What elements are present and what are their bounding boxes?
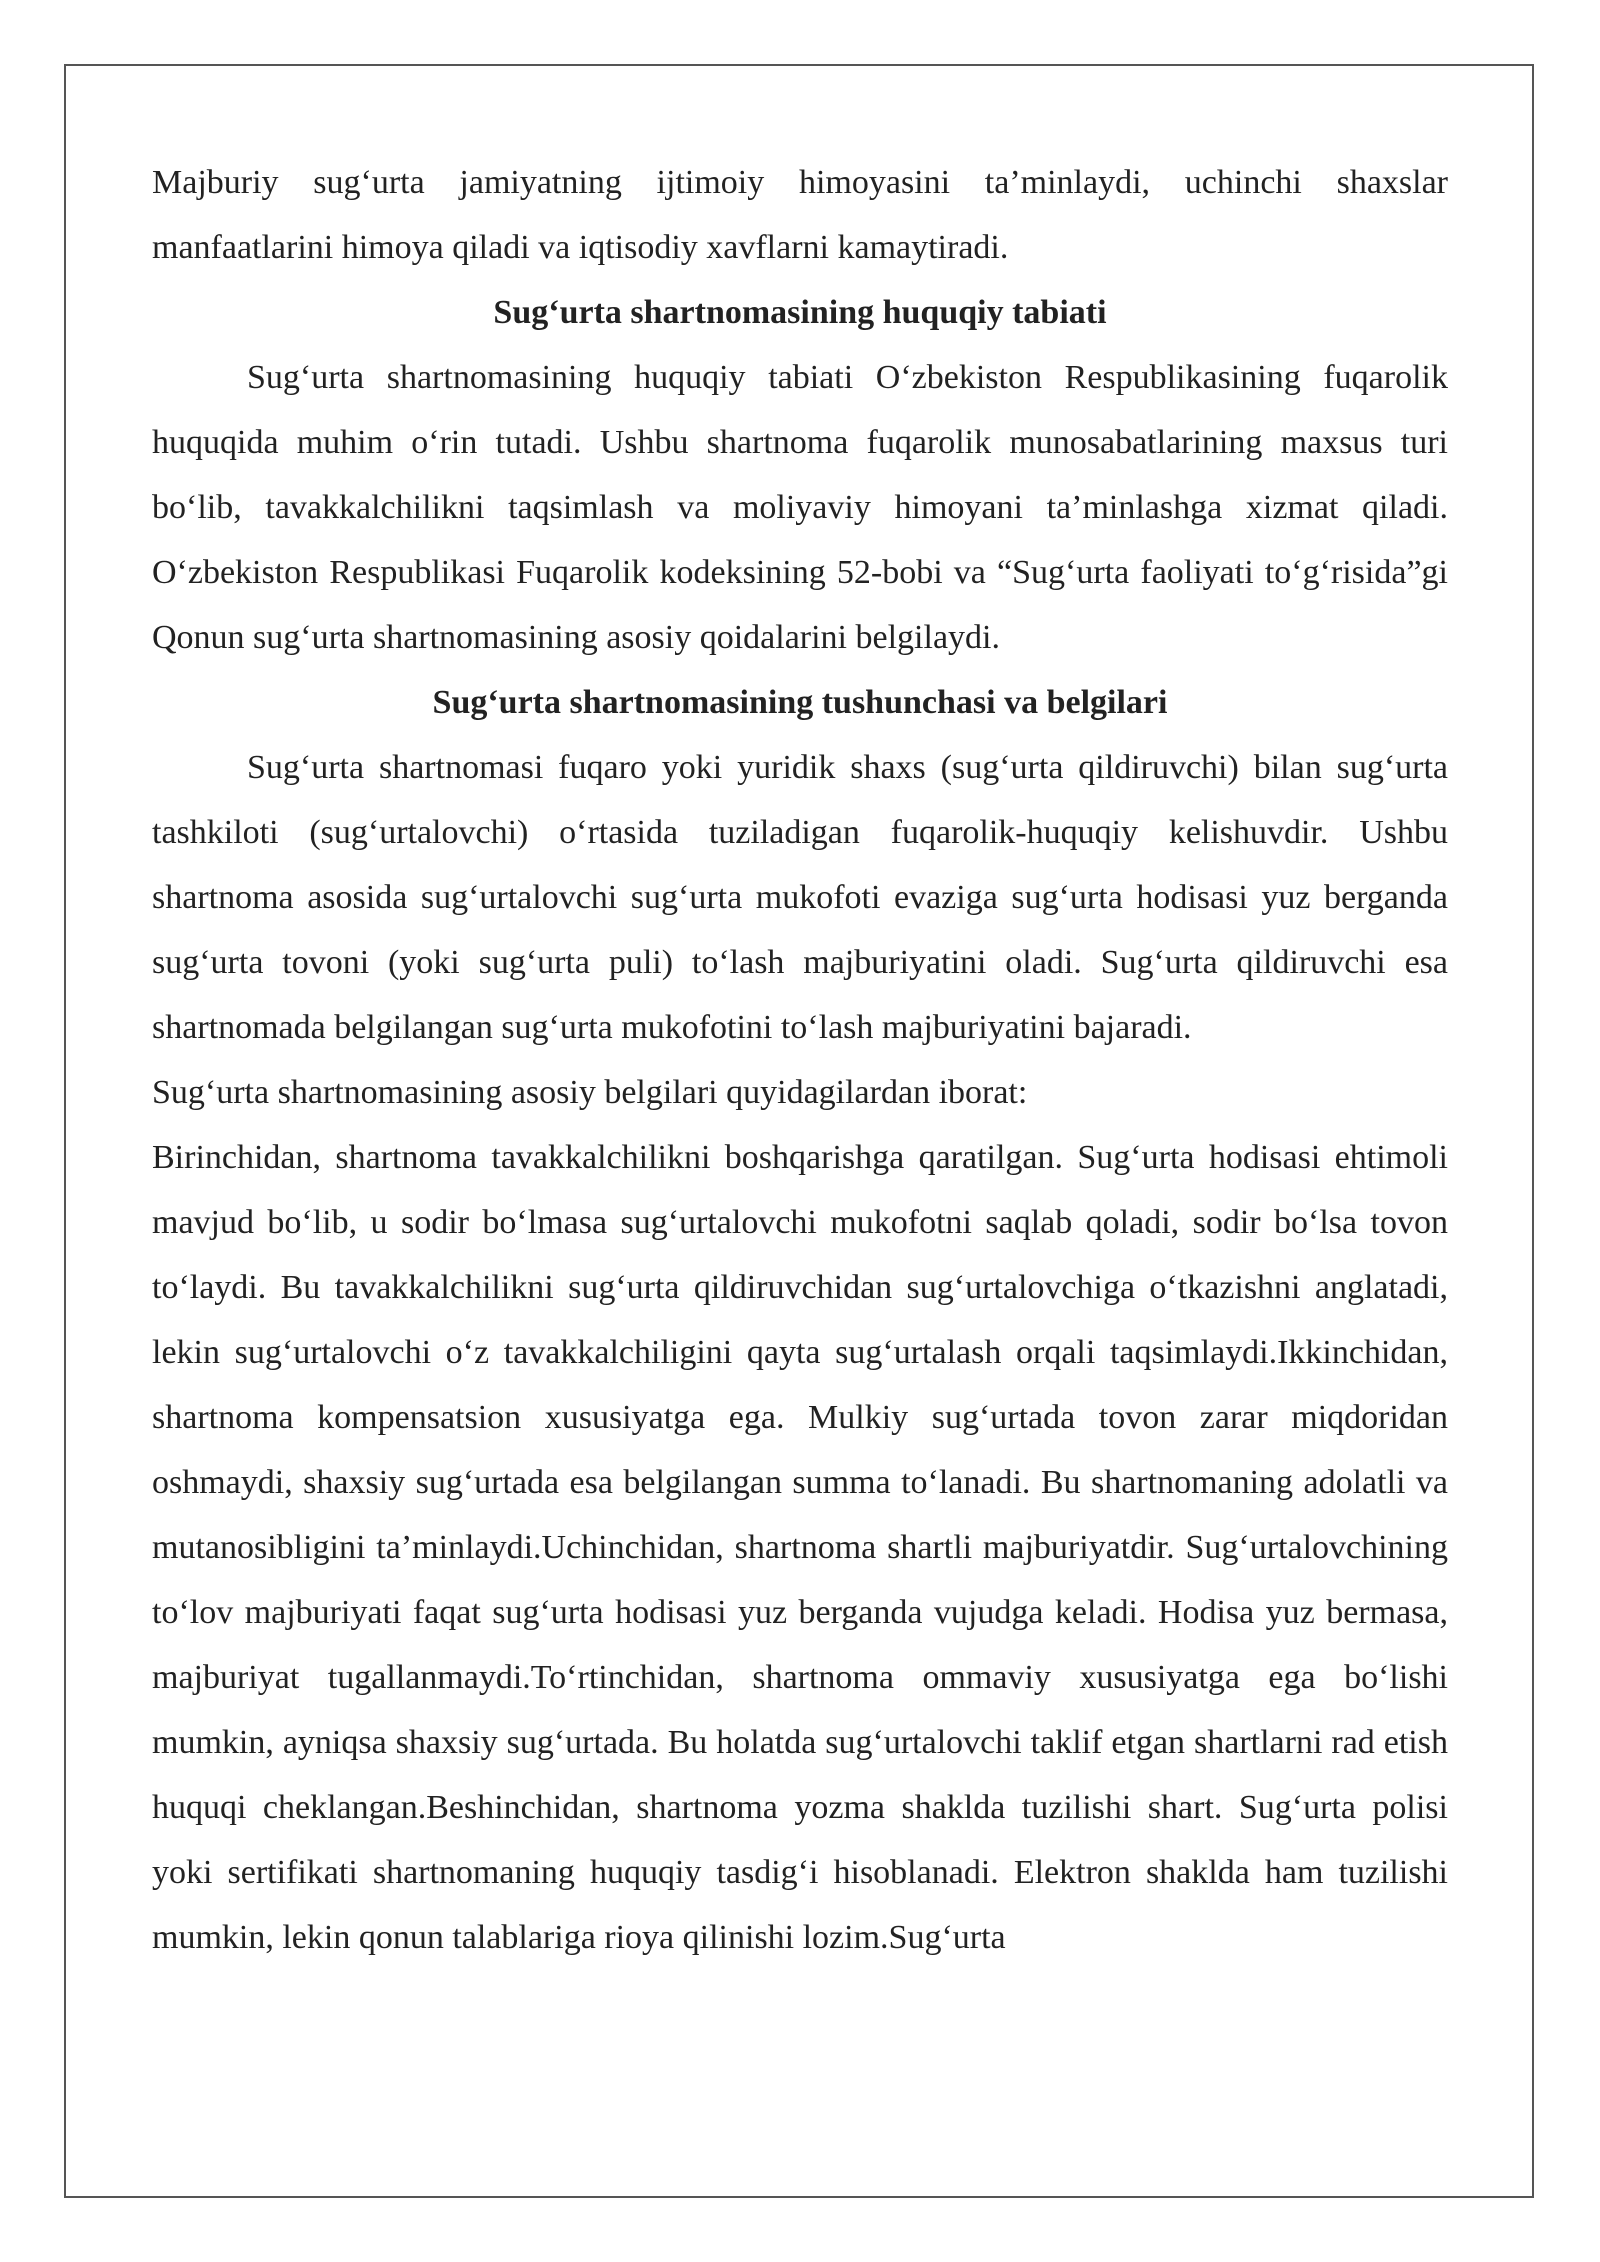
paragraph-concept: Sug‘urta shartnomasi fuqaro yoki yuridik shaxs (sug‘urta qildiruvchi) bilan sug‘urta tashkiloti (sug‘urtalovchi) o‘rtasida tuziladigan fuqarolik-huquqiy kelishuvdir. Ushbu shartnoma asosida sug‘urtalovchi sug‘urta mukofoti evaziga sug‘urta hodisasi yuz berganda sug‘urta tovoni (yoki sug‘urta puli) to‘lash majburiyatini oladi. Sug‘urta qildiruvchi esa shartnomada belgilangan sug‘urta mukofotini to‘lash majburiyatini bajaradi. [152, 749, 1448, 1046]
paragraph-legal-nature: Sug‘urta shartnomasining huquqiy tabiati O‘zbekiston Respublikasining fuqarolik huquqida muhim o‘rin tutadi. Ushbu shartnoma fuqarolik munosabatlarining maxsus turi bo‘lib, tavakkalchilikni taqsimlash va moliyaviy himoyani ta’minlashga xizmat qiladi. O‘zbekiston Respublikasi Fuqarolik kodeksining 52-bobi va “Sug‘urta faoliyati to‘g‘risida”gi Qonun sug‘urta shartnomasining asosiy qoidalarini belgilaydi. [152, 359, 1448, 656]
paragraph-intro: Majburiy sug‘urta jamiyatning ijtimoiy himoyasini ta’minlaydi, uchinchi shaxslar manfaatlarini himoya qiladi va iqtisodiy xavflarni kamaytiradi. [152, 164, 1448, 266]
paragraph-features-list: Birinchidan, shartnoma tavakkalchilikni boshqarishga qaratilgan. Sug‘urta hodisasi ehtimoli mavjud bo‘lib, u sodir bo‘lmasa sug‘urtalovchi mukofotni saqlab qoladi, sodir bo‘lsa tovon to‘laydi. Bu tavakkalchilikni sug‘urta qildiruvchidan sug‘urtalovchiga o‘tkazishni anglatadi, lekin sug‘urtalovchi o‘z tavakkalchiligini qayta sug‘urtalash orqali taqsimlaydi.Ikkinchidan, shartnoma kompensatsion xususiyatga ega. Mulkiy sug‘urtada tovon zarar miqdoridan oshmaydi, shaxsiy sug‘urtada esa belgilangan summa to‘lanadi. Bu shartnomaning adolatli va mutanosibligini ta’minlaydi.Uchinchidan, shartnoma shartli majburiyatdir. Sug‘urtalovchining to‘lov majburiyati faqat sug‘urta hodisasi yuz berganda vujudga keladi. Hodisa yuz bermasa, majburiyat tugallanmaydi.To‘rtinchidan, shartnoma ommaviy xususiyatga ega bo‘lishi mumkin, ayniqsa shaxsiy sug‘urtada. Bu holatda sug‘urtalovchi taklif etgan shartlarni rad etish huquqi cheklangan.Beshinchidan, shartnoma yozma shaklda tuzilishi shart. Sug‘urta polisi yoki sertifikati shartnomaning huquqiy tasdig‘i hisoblanadi. Elektron shaklda ham tuzilishi mumkin, lekin qonun talablariga rioya qilinishi lozim.Sug‘urta [152, 1139, 1448, 1956]
paragraph-features-intro: Sug‘urta shartnomasining asosiy belgilari quyidagilardan iborat: [152, 1074, 1028, 1111]
section-heading-concept-features: Sug‘urta shartnomasining tushunchasi va belgilari [432, 684, 1168, 721]
document-body [152, 150, 1448, 1970]
section-heading-legal-nature: Sug‘urta shartnomasining huquqiy tabiati [493, 294, 1107, 331]
